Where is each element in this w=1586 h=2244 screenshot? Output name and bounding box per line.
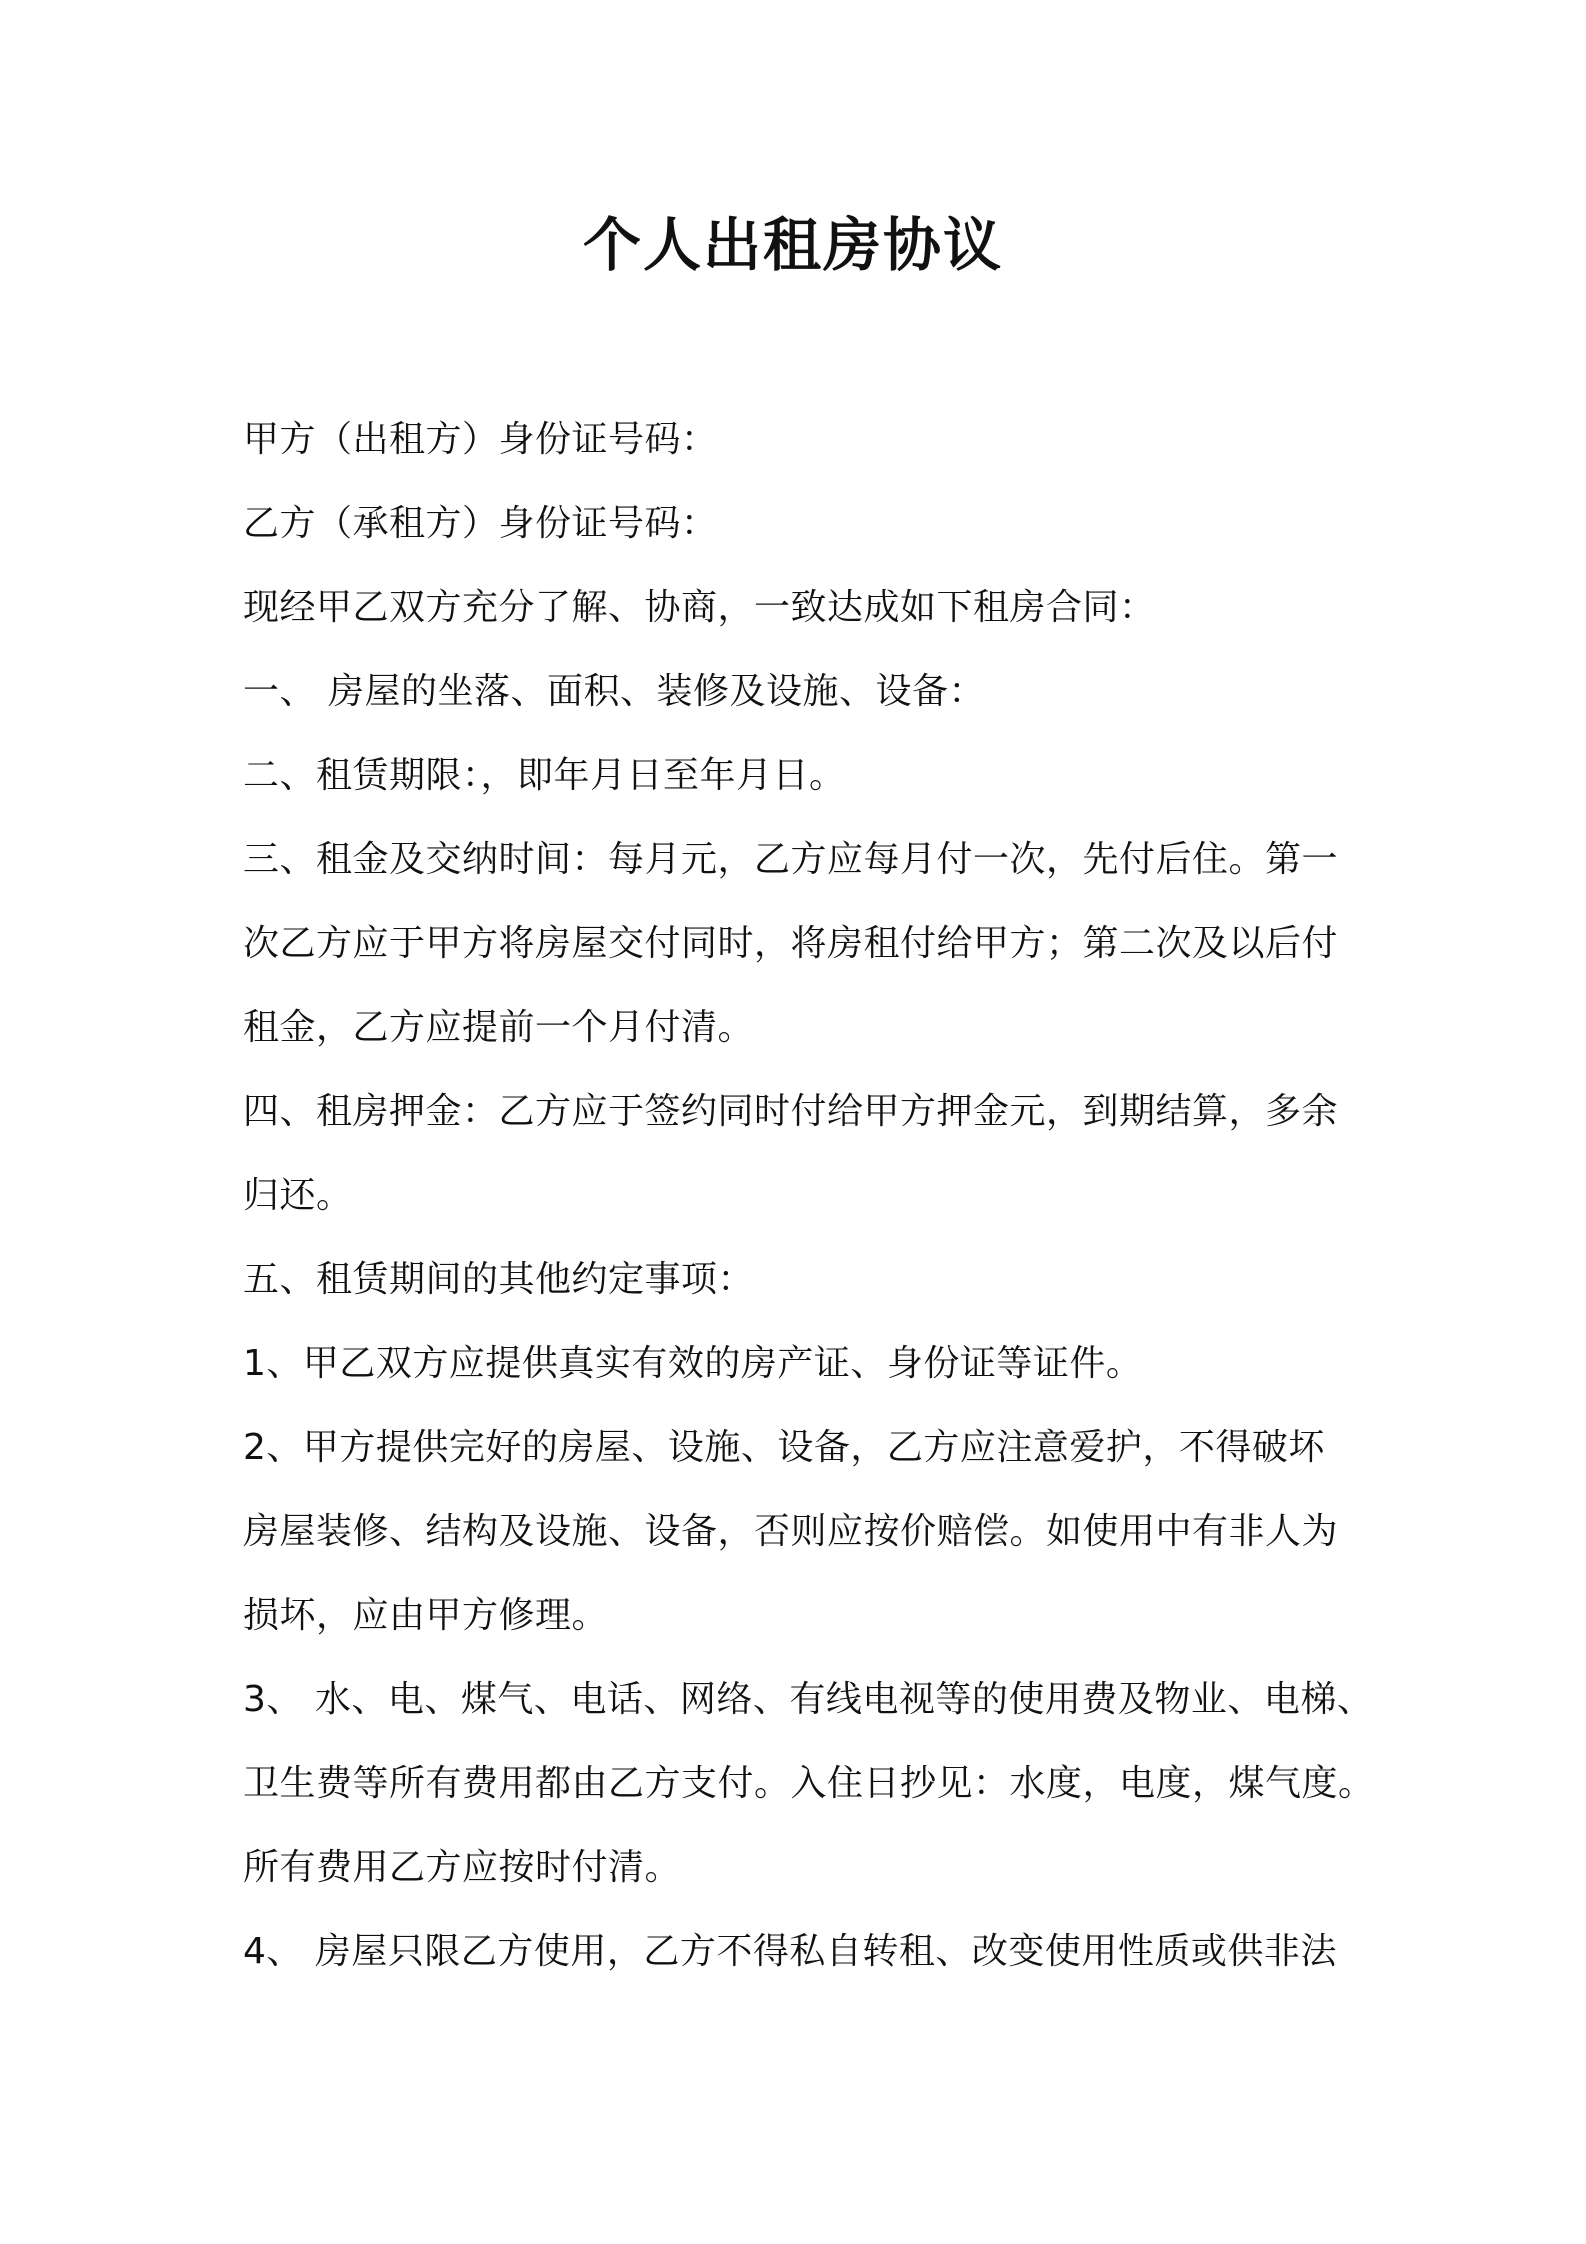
text-line: 乙方（承租方）身份证号码： (243, 503, 718, 544)
text-line: 四、租房押金：乙方应于签约同时付给甲方押金元，到期结算，多余 (243, 1091, 1339, 1132)
text-line: 卫生费等所有费用都由乙方支付。入住日抄见：水度，电度，煤气度。 (243, 1763, 1375, 1804)
text-line: 三、租金及交纳时间：每月元，乙方应每月付一次，先付后住。第一 (243, 839, 1339, 880)
text-line: 现经甲乙双方充分了解、协商，一致达成如下租房合同： (243, 587, 1156, 628)
text-line: 一、 房屋的坐落、面积、装修及设施、设备： (243, 671, 985, 712)
document-title: 个人出租房协议 (582, 211, 1003, 279)
text-line: 所有费用乙方应按时付清。 (243, 1847, 682, 1888)
text-line: 房屋装修、结构及设施、设备，否则应按价赔偿。如使用中有非人为 (243, 1511, 1339, 1552)
document-body (243, 398, 1375, 1994)
text-line: 损坏，应由甲方修理。 (243, 1595, 609, 1636)
text-line: 五、租赁期间的其他约定事项： (243, 1259, 755, 1300)
text-line: 2、甲方提供完好的房屋、设施、设备，乙方应注意爱护，不得破坏 (243, 1427, 1325, 1468)
text-line: 二、租赁期限：，即年月日至年月日。 (243, 755, 846, 796)
text-line: 3、 水、电、煤气、电话、网络、有线电视等的使用费及物业、电梯、 (243, 1679, 1374, 1720)
text-line: 租金，乙方应提前一个月付清。 (243, 1007, 755, 1048)
text-line: 甲方（出租方）身份证号码： (243, 419, 718, 460)
text-line: 次乙方应于甲方将房屋交付同时，将房租付给甲方；第二次及以后付 (243, 923, 1339, 964)
text-line: 1、甲乙双方应提供真实有效的房产证、身份证等证件。 (243, 1343, 1143, 1384)
text-line: 4、 房屋只限乙方使用，乙方不得私自转租、改变使用性质或供非法 (243, 1931, 1337, 1972)
text-line: 归还。 (243, 1175, 353, 1216)
